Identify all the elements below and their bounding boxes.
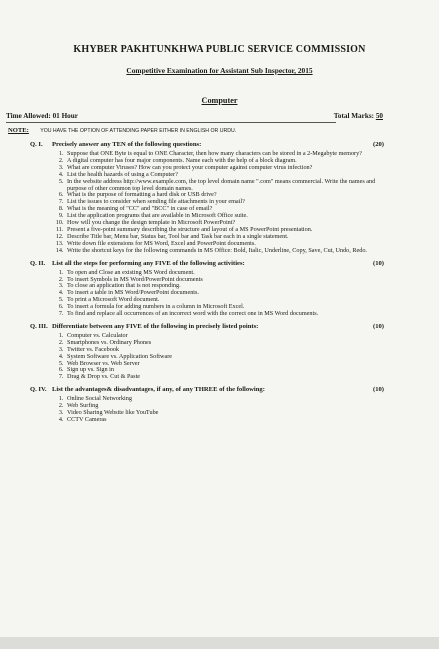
list-item: 3. To close an application that is not responding. — [65, 283, 384, 290]
question-text: Differentiate between any FIVE of the following in precisely listed points: — [52, 322, 259, 330]
list-item: 4. To insert a table in MS Word/PowerPoint documents. — [65, 290, 384, 297]
question-heading — [30, 260, 384, 268]
question-text: List the advantages& disadvantages, if any, of any THREE of the following: — [52, 386, 265, 394]
question-marks: (20) — [373, 141, 384, 148]
page-bottom-edge — [0, 637, 439, 649]
question-items — [30, 333, 384, 381]
subject-title: Computer — [201, 96, 238, 105]
list-item: 3. What are computer Viruses? How can you protect your computer against computer virus infection? — [65, 165, 384, 172]
note-line — [8, 127, 236, 134]
list-item: 2. Smartphones vs. Ordinary Phones — [65, 340, 384, 347]
question-4 — [30, 386, 384, 424]
paper-header — [0, 44, 439, 75]
question-items — [30, 396, 384, 424]
time-marks-row — [6, 112, 383, 120]
list-item: 7. List the issues to consider when sending file attachments in your email? — [65, 199, 384, 206]
list-item: 3. Video Sharing Website like YouTube — [65, 410, 384, 417]
question-1 — [30, 141, 384, 255]
list-item: 11. Present a five-point summary describing the structure and layout of a MS PowerPoint presentation. — [65, 227, 384, 234]
list-item: 9. List the application programs that are available in Microsoft Office suite. — [65, 213, 384, 220]
question-number: Q. IV. — [30, 386, 47, 394]
list-item: 1. To open and Close an existing MS Word document. — [65, 270, 384, 277]
question-number: Q. II. — [30, 259, 46, 267]
list-item: 7. Drag & Drop vs. Cut & Paste — [65, 374, 384, 381]
list-item: 5. To print a Microsoft Word document. — [65, 297, 384, 304]
question-heading — [30, 323, 384, 331]
list-item: 2. A digital computer has four major components. Name each with the help of a block diagram. — [65, 158, 384, 165]
question-marks: (10) — [373, 322, 384, 330]
question-text: Precisely answer any TEN of the following questions: — [52, 141, 202, 148]
list-item: 4. List the health hazards of using a Computer? — [65, 172, 384, 179]
question-text: List all the steps for performing any FIVE of the following activities: — [52, 259, 245, 267]
list-item: 6. Sign up vs. Sign in — [65, 367, 384, 374]
list-item: 2. To insert Symbols in MS Word/PowerPoint documents — [65, 277, 384, 284]
time-allowed: Time Allowed: 01 Hour — [6, 112, 78, 120]
question-number: Q. I. — [30, 141, 43, 148]
list-item: 5. In the website address http://www.example.com, the top level domain name ".com" means commercial. Write the names and purpose of other common top level domain names. — [65, 179, 384, 193]
organization-name: KHYBER PAKHTUNKHWA PUBLIC SERVICE COMMISSION — [73, 44, 366, 55]
list-item: 1. Computer vs. Calculator — [65, 333, 384, 340]
total-marks-label: Total Marks: — [333, 112, 375, 120]
question-heading — [30, 386, 384, 394]
question-items — [30, 151, 384, 255]
question-marks: (10) — [373, 259, 384, 267]
question-marks: (10) — [373, 386, 384, 394]
list-item: 7. To find and replace all occurrences of an incorrect word with the correct one in MS Word documents. — [65, 311, 384, 318]
questions-container — [30, 141, 384, 424]
note-label: NOTE: — [8, 127, 29, 134]
question-number: Q. III. — [30, 322, 48, 330]
list-item: 8. What is the meaning of "CC" and "BCC" in case of email? — [65, 206, 384, 213]
list-item: 4. CCTV Cameras — [65, 417, 384, 424]
list-item: 4. System Software vs. Application Software — [65, 354, 384, 361]
list-item: 12. Describe Title bar, Menu bar, Status bar, Tool bar and Task bar each in a single statement. — [65, 234, 384, 241]
list-item: 1. Online Social Networking — [65, 396, 384, 403]
list-item: 6. What is the purpose of formatting a hard disk or USB drive? — [65, 192, 384, 199]
exam-title: Competitive Examination for Assistant Sub Inspector, 2015 — [126, 66, 313, 75]
list-item: 13. Write down file extensions for MS Word, Excel and PowerPoint documents. — [65, 241, 384, 248]
list-item: 10. How will you change the design template in Microsoft PowerPoint? — [65, 220, 384, 227]
list-item: 2. Web Surfing — [65, 403, 384, 410]
list-item: 1. Suppose that ONE Byte is equal to ONE Character, then how many characters can be stored in a 2-Megabyte memory? — [65, 151, 384, 158]
header-divider — [6, 122, 336, 123]
list-item: 5. Web Browser vs. Web Server — [65, 361, 384, 368]
question-2 — [30, 260, 384, 318]
list-item: 6. To insert a formula for adding numbers in a column in Microsoft Excel. — [65, 304, 384, 311]
list-item: 14. Write the shortcut keys for the following commands in MS Office: Bold, Italic, Underline, Copy, Save, Cut, Undo, Redo. — [65, 248, 384, 255]
question-heading — [30, 141, 384, 149]
list-item: 3. Twitter vs. Facebook — [65, 347, 384, 354]
total-marks — [334, 112, 383, 120]
total-marks-value: 50 — [375, 112, 383, 120]
question-3 — [30, 323, 384, 381]
question-items — [30, 270, 384, 318]
note-text: YOU HAVE THE OPTION OF ATTENDING PAPER EITHER IN ENGLISH OR URDU. — [40, 128, 237, 134]
